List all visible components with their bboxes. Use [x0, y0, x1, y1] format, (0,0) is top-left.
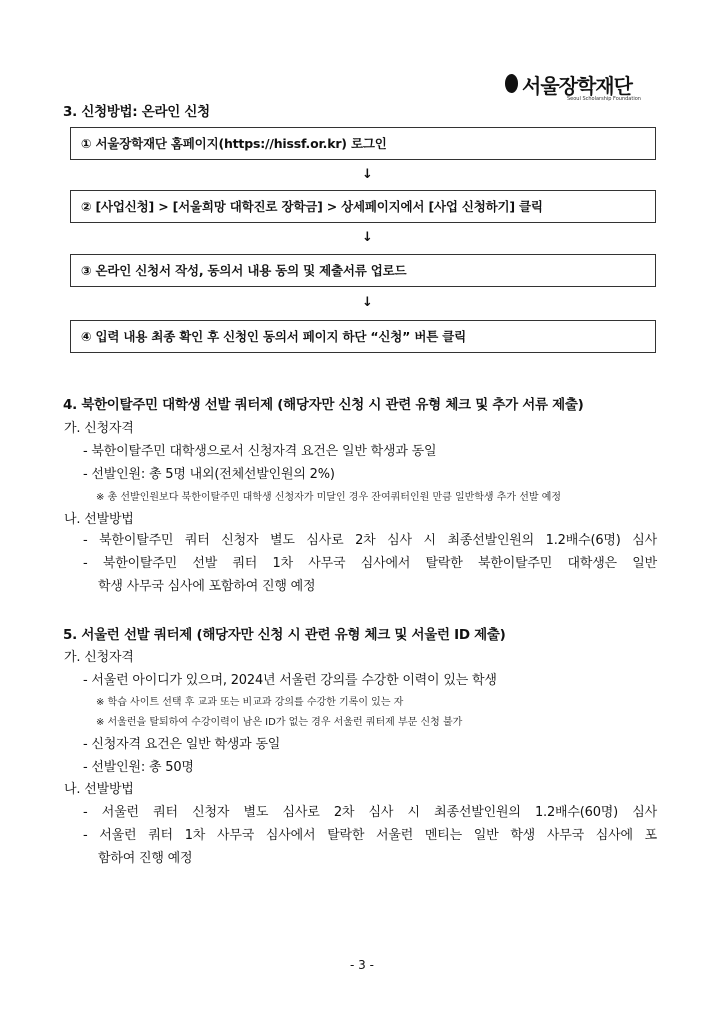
- section4-a1: - 북한이탈주민 대학생으로서 신청자격 요건은 일반 학생과 동일: [83, 444, 437, 459]
- section5-sub-a: 가. 신청자격: [64, 650, 134, 665]
- section4-b1: - 북한이탈주민 쿼터 신청자 별도 심사로 2차 심사 시 최종선발인원의 1.2배수(6명) 심사: [83, 533, 657, 548]
- step-2-box: ② [사업신청] > [서울희망 대학진로 장학금] > 상세페이지에서 [사업 신청하기] 클릭: [70, 190, 656, 223]
- logo-text: 서울장학재단: [522, 74, 632, 98]
- section5-a3: - 선발인원: 총 50명: [83, 760, 194, 775]
- section4-sub-a: 가. 신청자격: [64, 421, 134, 436]
- section5-b2-cont: 함하여 진행 예정: [98, 851, 193, 866]
- step-4-box: ④ 입력 내용 최종 확인 후 신청인 동의서 페이지 하단 “신청” 버튼 클릭: [70, 320, 656, 353]
- section5-b1: - 서울런 쿼터 신청자 별도 심사로 2차 심사 시 최종선발인원의 1.2배수(60명) 심사: [83, 805, 657, 820]
- section5-a2: - 신청자격 요건은 일반 학생과 동일: [83, 737, 281, 752]
- section5-title: 5. 서울런 선발 쿼터제 (해당자만 신청 시 관련 유형 체크 및 서울런 ID 제출): [63, 627, 506, 643]
- step-3-box: ③ 온라인 신청서 작성, 동의서 내용 동의 및 제출서류 업로드: [70, 254, 656, 287]
- step-1-box: ① 서울장학재단 홈페이지(https://hissf.or.kr) 로그인: [70, 127, 656, 160]
- section4-b2-cont: 학생 사무국 심사에 포함하여 진행 예정: [98, 579, 316, 594]
- page-number: - 3 -: [350, 958, 374, 972]
- section5-a1: - 서울런 아이디가 있으며, 2024년 서울런 강의를 수강한 이력이 있는 학생: [83, 673, 497, 688]
- section4-a-note: ※ 총 선발인원보다 북한이탈주민 대학생 신청자가 미달인 경우 잔여쿼터인원 만큼 일반학생 추가 선발 예정: [96, 492, 562, 503]
- down-arrow-icon: ↓: [362, 295, 373, 310]
- section3-title: 3. 신청방법: 온라인 신청: [63, 104, 210, 120]
- section5-a-note1: ※ 학습 사이트 선택 후 교과 또는 비교과 강의를 수강한 기록이 있는 자: [96, 697, 404, 708]
- section4-b2: - 북한이탈주민 선발 쿼터 1차 사무국 심사에서 탈락한 북한이탈주민 대학생은 일반: [83, 556, 657, 571]
- leaf-logo-mark-icon: [505, 74, 518, 93]
- section4-a2: - 선발인원: 총 5명 내외(전체선발인원의 2%): [83, 467, 335, 482]
- section5-sub-b: 나. 선발방법: [64, 782, 134, 797]
- foundation-logo: [505, 70, 645, 106]
- down-arrow-icon: ↓: [362, 230, 373, 245]
- section5-b2: - 서울런 쿼터 1차 사무국 심사에서 탈락한 서울런 멘티는 일반 학생 사무국 심사에 포: [83, 828, 657, 843]
- logo-subtext: Seoul Scholarship Foundation: [567, 96, 641, 102]
- section5-a-note2: ※ 서울런을 탈퇴하여 수강이력이 남은 ID가 없는 경우 서울런 쿼터제 부문 신청 불가: [96, 717, 463, 728]
- section4-title: 4. 북한이탈주민 대학생 선발 쿼터제 (해당자만 신청 시 관련 유형 체크 및 추가 서류 제출): [63, 397, 584, 413]
- down-arrow-icon: ↓: [362, 167, 373, 182]
- section4-sub-b: 나. 선발방법: [64, 512, 134, 527]
